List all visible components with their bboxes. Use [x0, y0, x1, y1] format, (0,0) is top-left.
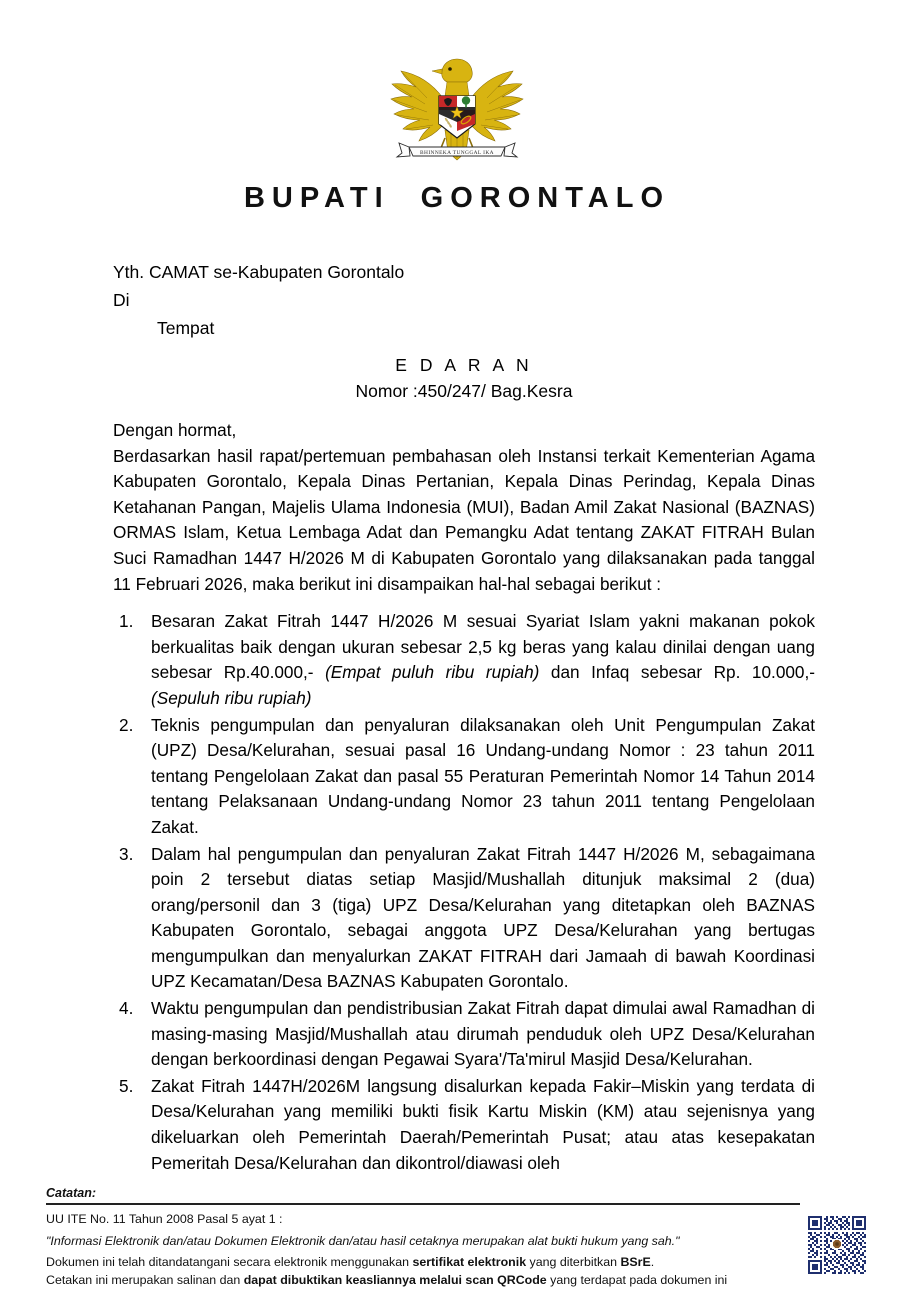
list-item-text: Teknis pengumpulan dan penyaluran dilaksanakan oleh Unit Pengumpulan Zakat (UPZ) Desa/Kelurahan, sesuai pasal 16 Undang-undang Nomor : 23 tahun 2011 tentang Pengelolaan Zakat dan pasal 55 Peraturan Pemerintah Nomor 14 Tahun 2014 tentang Pelaksanaan Undang-undang Nomor 23 tahun 2011 tentang Pengelolaan Zakat. [151, 715, 815, 837]
list-item [113, 842, 815, 996]
footer-line-3-b: yang diterbitkan [526, 1255, 620, 1269]
list-item [113, 713, 815, 841]
footer-line-3 [46, 1254, 786, 1272]
garuda-pancasila-emblem [383, 52, 531, 170]
list-item [113, 996, 815, 1073]
footer-line-3-bold2: BSrE [620, 1255, 650, 1269]
footer-legal-text [46, 1211, 786, 1289]
body-block [113, 418, 815, 1177]
footer-law-line: UU ITE No. 11 Tahun 2008 Pasal 5 ayat 1 : [46, 1211, 786, 1229]
footer-line-3-c: . [651, 1255, 654, 1269]
footer-line-4-a: Cetakan ini merupakan salinan dan [46, 1273, 244, 1287]
list-item-text: Waktu pengumpulan dan pendistribusian Zakat Fitrah dapat dimulai awal Ramadhan di masing-masing Masjid/Mushallah atau dirumah penduduk oleh UPZ Desa/Kelurahan dengan berkoordinasi dengan Pegawai Syara'/Ta'mirul Masjid Desa/Kelurahan. [151, 998, 815, 1069]
footer-line-3-bold: sertifikat elektronik [412, 1255, 526, 1269]
footer-line-4-bold: dapat dibuktikan keasliannya melalui scan QRCode [244, 1273, 547, 1287]
edaran-nomor: Nomor :450/247/ Bag.Kesra [113, 378, 815, 404]
list-item-italic-2: (Sepuluh ribu rupiah) [151, 688, 312, 708]
qrcode [805, 1216, 869, 1274]
pancasila-shield [439, 96, 475, 138]
footer-block [46, 1186, 868, 1289]
svg-text:BHINNEKA TUNGGAL IKA: BHINNEKA TUNGGAL IKA [420, 150, 494, 156]
list-item [113, 609, 815, 711]
emblem-container [0, 52, 914, 175]
list-item-text: Zakat Fitrah 1447H/2026M langsung disalurkan kepada Fakir–Miskin yang terdata di Desa/Kelurahan yang memiliki bukti fisik Kartu Miskin (KM) atau sejenisnya yang dikeluarkan oleh Pemerintah Daerah/Pemerintah Pusat; atau atas kesepakatan Pemeritah Desa/Kelurahan dan dikontrol/diawasi oleh [151, 1076, 815, 1173]
footer-line-4-b: yang terdapat pada dokumen ini [547, 1273, 727, 1287]
list-item-text: Dalam hal pengumpulan dan penyaluran Zakat Fitrah 1447 H/2026 M, sebagaimana poin 2 tersebut diatas setiap Masjid/Mushallah ditunjuk maksimal 2 (dua) orang/personil dan 3 (tiga) UPZ Desa/Kelurahan yang ditetapkan oleh BAZNAS Kabupaten Gorontalo, sebagai anggota UPZ Desa/Kelurahan yang bertugas mengumpulkan dan menyalurkan ZAKAT FITRAH dari Jamaah di bawah Koordinasi UPZ Kecamatan/Desa BAZNAS Kabupaten Gorontalo. [151, 844, 815, 992]
addressee-line-2: Di [113, 286, 815, 314]
footer-line-3-a: Dokumen ini telah ditandatangani secara elektronik menggunakan [46, 1255, 412, 1269]
list-item-text-cont: dan Infaq sebesar Rp. 10.000,- [539, 662, 815, 682]
edaran-heading: E D A R A N [395, 352, 532, 378]
addressee-line-3: Tempat [113, 314, 815, 342]
page-title: BUPATI GORONTALO [0, 182, 914, 215]
footer-quote: "Informasi Elektronik dan/atau Dokumen Elektronik dan/atau hasil cetaknya merupakan alat bukti hukum yang sah." [46, 1233, 786, 1251]
addressee-block [113, 258, 815, 342]
footer-note-label: Catatan: [46, 1186, 868, 1200]
salutation: Dengan hormat, [113, 418, 815, 444]
footer-divider [46, 1203, 800, 1205]
list-item-italic: (Empat puluh ribu rupiah) [325, 662, 539, 682]
intro-paragraph: Berdasarkan hasil rapat/pertemuan pembahasan oleh Instansi terkait Kementerian Agama Kabupaten Gorontalo, Kepala Dinas Pertanian, Kepala Dinas Perindag, Kepala Dinas Ketahanan Pangan, Majelis Ulama Indonesia (MUI), Badan Amil Zakat Nasional (BAZNAS) ORMAS Islam, Ketua Lembaga Adat dan Pemangku Adat tentang ZAKAT FITRAH Bulan Suci Ramadhan 1447 H/2026 M di Kabupaten Gorontalo yang dilaksanakan pada tanggal 11 Februari 2026, maka berikut ini disampaikan hal-hal sebagai berikut : [113, 444, 815, 598]
list-item [113, 1074, 815, 1176]
addressee-line-1: Yth. CAMAT se-Kabupaten Gorontalo [113, 258, 815, 286]
numbered-list [113, 609, 815, 1176]
footer-line-4 [46, 1272, 786, 1289]
edaran-heading-block [113, 352, 815, 404]
list-item-text: Besaran Zakat Fitrah 1447 H/2026 M sesuai Syariat Islam yakni makanan pokok berkualitas baik dengan ukuran sebesar 2,5 kg beras yang kalau dinilai dengan uang sebesar Rp.40.000,- [151, 611, 815, 682]
